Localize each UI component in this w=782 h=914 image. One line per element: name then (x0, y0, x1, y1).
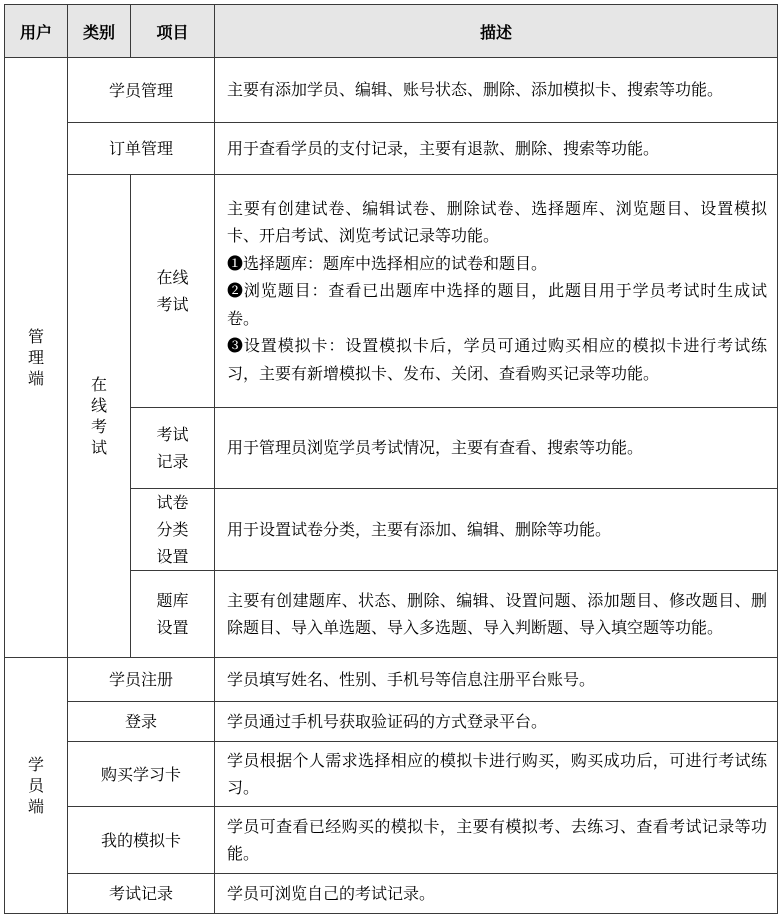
header-category: 类别 (68, 5, 131, 58)
table-row (5, 58, 778, 123)
item-login: 登录 (68, 702, 215, 742)
category-cell-online-exam: 在线考试 (68, 175, 131, 658)
item-exam-records: 考试记录 (131, 408, 215, 489)
desc-line: ❷浏览题目：查看已出题库中选择的题目，此题目用于学员考试时生成试卷。 (227, 281, 767, 328)
desc-order-mgmt: 用于查看学员的支付记录，主要有退款、删除、搜索等功能。 (215, 123, 778, 175)
desc-online-exam (215, 175, 778, 408)
desc-question-bank-settings: 主要有创建题库、状态、删除、编辑、设置问题、添加题目、修改题目、删除题目、导入单选题、导入多选题、导入判断题、导入填空题等功能。 (215, 571, 778, 658)
desc-line: 主要有创建试卷、编辑试卷、删除试卷、选择题库、浏览题目、设置模拟卡、开启考试、浏览考试记录等功能。 (227, 198, 767, 246)
desc-student-exam-records: 学员可浏览自己的考试记录。 (215, 874, 778, 914)
desc-exam-records: 用于管理员浏览学员考试情况，主要有查看、搜索等功能。 (215, 408, 778, 489)
desc-line: ❶选择题库：题库中选择相应的试卷和题目。 (227, 253, 548, 273)
table-row (5, 874, 778, 914)
table-row (5, 123, 778, 175)
header-row (5, 5, 778, 58)
table-row (5, 658, 778, 702)
header-item: 项目 (131, 5, 215, 58)
header-description: 描述 (215, 5, 778, 58)
desc-login: 学员通过手机号获取验证码的方式登录平台。 (215, 702, 778, 742)
item-order-mgmt: 订单管理 (68, 123, 215, 175)
user-cell-student: 学员端 (5, 658, 68, 914)
item-student-register: 学员注册 (68, 658, 215, 702)
item-student-mgmt: 学员管理 (68, 58, 215, 123)
feature-table (4, 4, 778, 914)
item-question-bank-settings: 题库设置 (131, 571, 215, 658)
item-online-exam: 在线考试 (131, 175, 215, 408)
desc-buy-study-card: 学员根据个人需求选择相应的模拟卡进行购买，购买成功后，可进行考试练习。 (215, 742, 778, 807)
item-my-mock-cards: 我的模拟卡 (68, 807, 215, 874)
table-row (5, 742, 778, 807)
desc-student-mgmt: 主要有添加学员、编辑、账号状态、删除、添加模拟卡、搜索等功能。 (215, 58, 778, 123)
table-row (5, 807, 778, 874)
item-student-exam-records: 考试记录 (68, 874, 215, 914)
desc-paper-category-settings: 用于设置试卷分类，主要有添加、编辑、删除等功能。 (215, 489, 778, 571)
table-row (5, 702, 778, 742)
desc-my-mock-cards: 学员可查看已经购买的模拟卡，主要有模拟考、去练习、查看考试记录等功能。 (215, 807, 778, 874)
desc-line: ❸设置模拟卡：设置模拟卡后，学员可通过购买相应的模拟卡进行考试练习，主要有新增模拟卡、发布、关闭、查看购买记录等功能。 (227, 336, 767, 383)
item-paper-category-settings: 试卷分类设置 (131, 489, 215, 571)
item-buy-study-card: 购买学习卡 (68, 742, 215, 807)
user-cell-admin: 管理端 (5, 58, 68, 658)
table-row (5, 175, 778, 408)
header-user: 用户 (5, 5, 68, 58)
desc-student-register: 学员填写姓名、性别、手机号等信息注册平台账号。 (215, 658, 778, 702)
